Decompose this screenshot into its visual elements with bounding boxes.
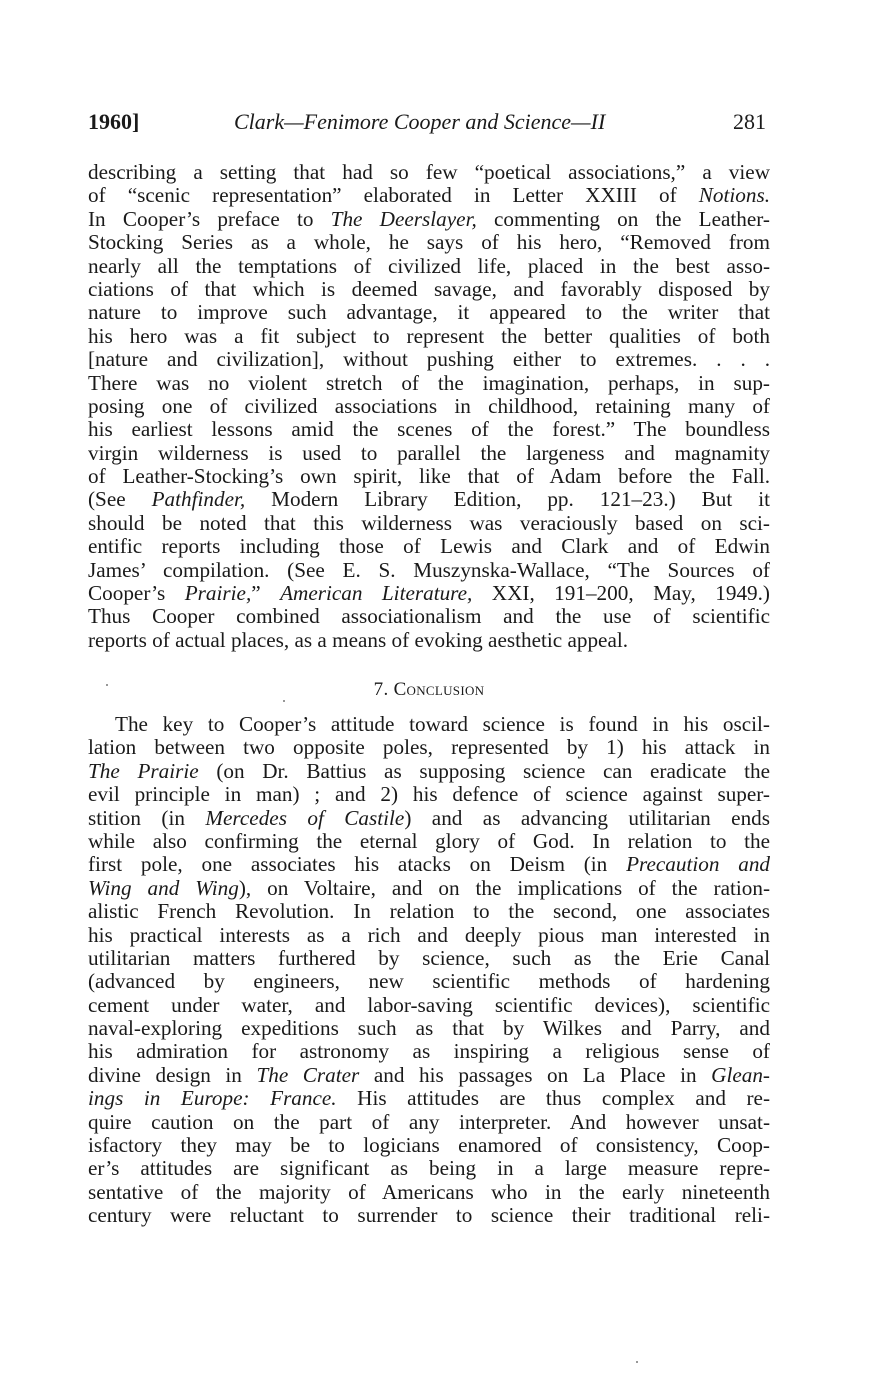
- text-line: first pole, one associates his atacks on Deism (in Precaution and: [88, 852, 771, 877]
- text-line: James’ compilation. (See E. S. Muszynska-Wallace, “The Sources of: [88, 557, 770, 582]
- text-line: reports of actual places, as a means of evoking aesthetic appeal.: [88, 627, 629, 652]
- text-line: divine design in The Crater and his passages on La Place in Glean-: [88, 1062, 770, 1087]
- text-line: The key to Cooper’s attitude toward science is found in his oscil-: [115, 712, 770, 736]
- text-line: sentative of the majority of Americans who in the early nineteenth: [88, 1179, 770, 1204]
- text-line: nature to improve such advantage, it appeared to the writer that: [88, 300, 770, 325]
- text-line: describing a setting that had so few “poetical associations,” a view: [88, 160, 770, 184]
- print-speck: [106, 684, 108, 686]
- text-line: isfactory they may be to logicians enamored of consistency, Coop-: [88, 1133, 770, 1158]
- running-title: Clark—Fenimore Cooper and Science—II: [234, 109, 606, 134]
- text-line: while also confirming the eternal glory of God. In relation to the: [88, 828, 770, 853]
- text-line: alistic French Revolution. In relation to the second, one associates: [88, 899, 770, 924]
- text-line: his hero was a fit subject to represent the better qualities of both: [88, 323, 770, 348]
- text-line: The Prairie (on Dr. Battius as supposing science can eradicate the: [88, 758, 770, 783]
- section-heading: [88, 678, 770, 702]
- print-speck: [283, 700, 285, 702]
- text-line: his practical interests as a rich and deeply pious man interested in: [88, 922, 770, 947]
- paragraph-describing-setting: [88, 161, 770, 652]
- section-number: 7.: [373, 679, 389, 700]
- text-line: (advanced by engineers, new scientific methods of hardening: [88, 969, 770, 994]
- paragraph-conclusion: [88, 713, 770, 1228]
- text-line: ciations of that which is deemed savage, and favorably disposed by: [88, 276, 770, 301]
- text-line: Thus Cooper combined associationalism and the use of scientific: [88, 604, 770, 629]
- text-line: [nature and civilization], without pushing either to extremes. . . .: [88, 347, 770, 372]
- text-line: ings in Europe: France. His attitudes are thus complex and re-: [88, 1086, 771, 1111]
- text-line: Stocking Series as a whole, he says of his hero, “Removed from: [88, 230, 770, 255]
- text-line: Cooper’s Prairie,” American Literature, XXI, 191–200, May, 1949.): [88, 581, 770, 606]
- page-number: 281: [733, 109, 766, 134]
- running-head: [88, 107, 770, 137]
- text-line: In Cooper’s preface to The Deerslayer, commenting on the Leather-: [88, 206, 770, 231]
- text-line: his earliest lessons amid the scenes of the forest.” The boundless: [88, 417, 770, 442]
- text-line: evil principle in man) ; and 2) his defence of science against super-: [88, 782, 770, 807]
- text-line: cement under water, and labor-saving scientific devices), scientific: [88, 992, 770, 1017]
- text-line: his admiration for astronomy as inspiring a religious sense of: [88, 1039, 770, 1064]
- text-line: of Leather-Stocking’s own spirit, like that of Adam before the Fall.: [88, 464, 770, 489]
- print-speck: [636, 1361, 638, 1363]
- text-line: entific reports including those of Lewis and Clark and of Edwin: [88, 534, 770, 559]
- text-line: utilitarian matters furthered by science, such as the Erie Canal: [88, 945, 770, 970]
- text-line: (See Pathfinder, Modern Library Edition, pp. 121–23.) But it: [88, 487, 770, 512]
- text-line: er’s attitudes are significant as being in a large measure repre-: [88, 1156, 770, 1181]
- text-line: virgin wilderness is used to parallel the largeness and magnamity: [88, 440, 770, 465]
- header-year: 1960]: [88, 109, 140, 134]
- text-line: quire caution on the part of any interpreter. And however unsat-: [88, 1109, 770, 1134]
- text-line: of “scenic representation” elaborated in Letter XXIII of Notions.: [88, 183, 770, 208]
- text-line: Wing and Wing), on Voltaire, and on the implications of the ration-: [88, 875, 771, 900]
- text-line: should be noted that this wilderness was veraciously based on sci-: [88, 510, 770, 535]
- section-title: Conclusion: [393, 679, 485, 700]
- text-line: posing one of civilized associations in childhood, retaining many of: [88, 393, 770, 418]
- text-line: naval-exploring expeditions such as that by Wilkes and Parry, and: [88, 1016, 770, 1041]
- text-line: There was no violent stretch of the imagination, perhaps, in sup-: [88, 370, 770, 395]
- text-line: stition (in Mercedes of Castile) and as advancing utilitarian ends: [88, 805, 771, 830]
- text-line: century were reluctant to surrender to science their traditional reli-: [88, 1203, 770, 1228]
- text-line: lation between two opposite poles, represented by 1) his attack in: [88, 735, 770, 760]
- text-line: nearly all the temptations of civilized life, placed in the best asso-: [88, 253, 770, 278]
